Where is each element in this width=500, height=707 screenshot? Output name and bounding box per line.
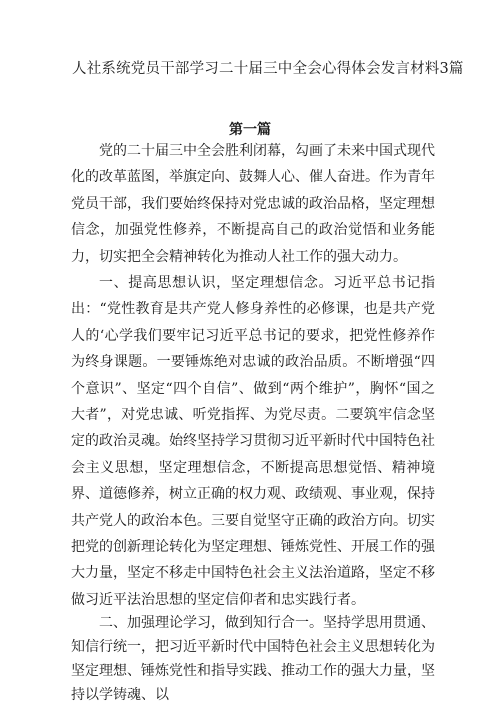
paragraph-point-one: 一、提高思想认识，坚定理想信念。习近平总书记指出：“党性教育是共产党人修身养性的必修课，也是共产党人的‘心学我们要牢记习近平总书记的要求，把党性修养作为终身课题。一要锤炼绝对忠诚的政治品质。不断增强“四个意识”、坚定“四个自信”、做到“两个维护”，胸怀“国之大者”，对党忠诚、听党指挥、为党尽责。二要筑牢信念坚定的政治灵魂。始终坚持学习贯彻习近平新时代中国特色社会主义思想，坚定理想信念，不断提高思想觉悟、精神境界、道德修养，树立正确的权力观、政绩观、事业观，保持共产党人的政治本色。三要自觉坚守正确的政治方向。切实把党的创新理论转化为坚定理想、锤炼党性、开展工作的强大力量，坚定不移走中国特色社会主义法治道路，坚定不移做习近平法治思想的坚定信仰者和忠实践行者。: [71, 275, 435, 608]
section-heading: 第一篇: [229, 122, 271, 138]
paragraph-point-two: 二、加强理论学习，做到知行合一。坚持学思用贯通、知信行统一，把习近平新时代中国特色社会主义思想转化为坚定理想、锤炼党性和指导实践、推动工作的强大力量，坚持以学铸魂、以: [71, 615, 435, 703]
document-title: 人社系统党员干部学习二十届三中全会心得体会发言材料3篇: [72, 61, 464, 77]
paragraph-intro: 党的二十届三中全会胜利闭幕，勾画了未来中国式现代化的改革蓝图，举旗定向、鼓舞人心、催人奋进。作为青年党员干部，我们要始终保持对党忠诚的政治品格，坚定理想信念，加强党性修养，不断提高自己的政治觉悟和业务能力，切实把全会精神转化为推动人社工作的强大动力。: [71, 143, 435, 265]
